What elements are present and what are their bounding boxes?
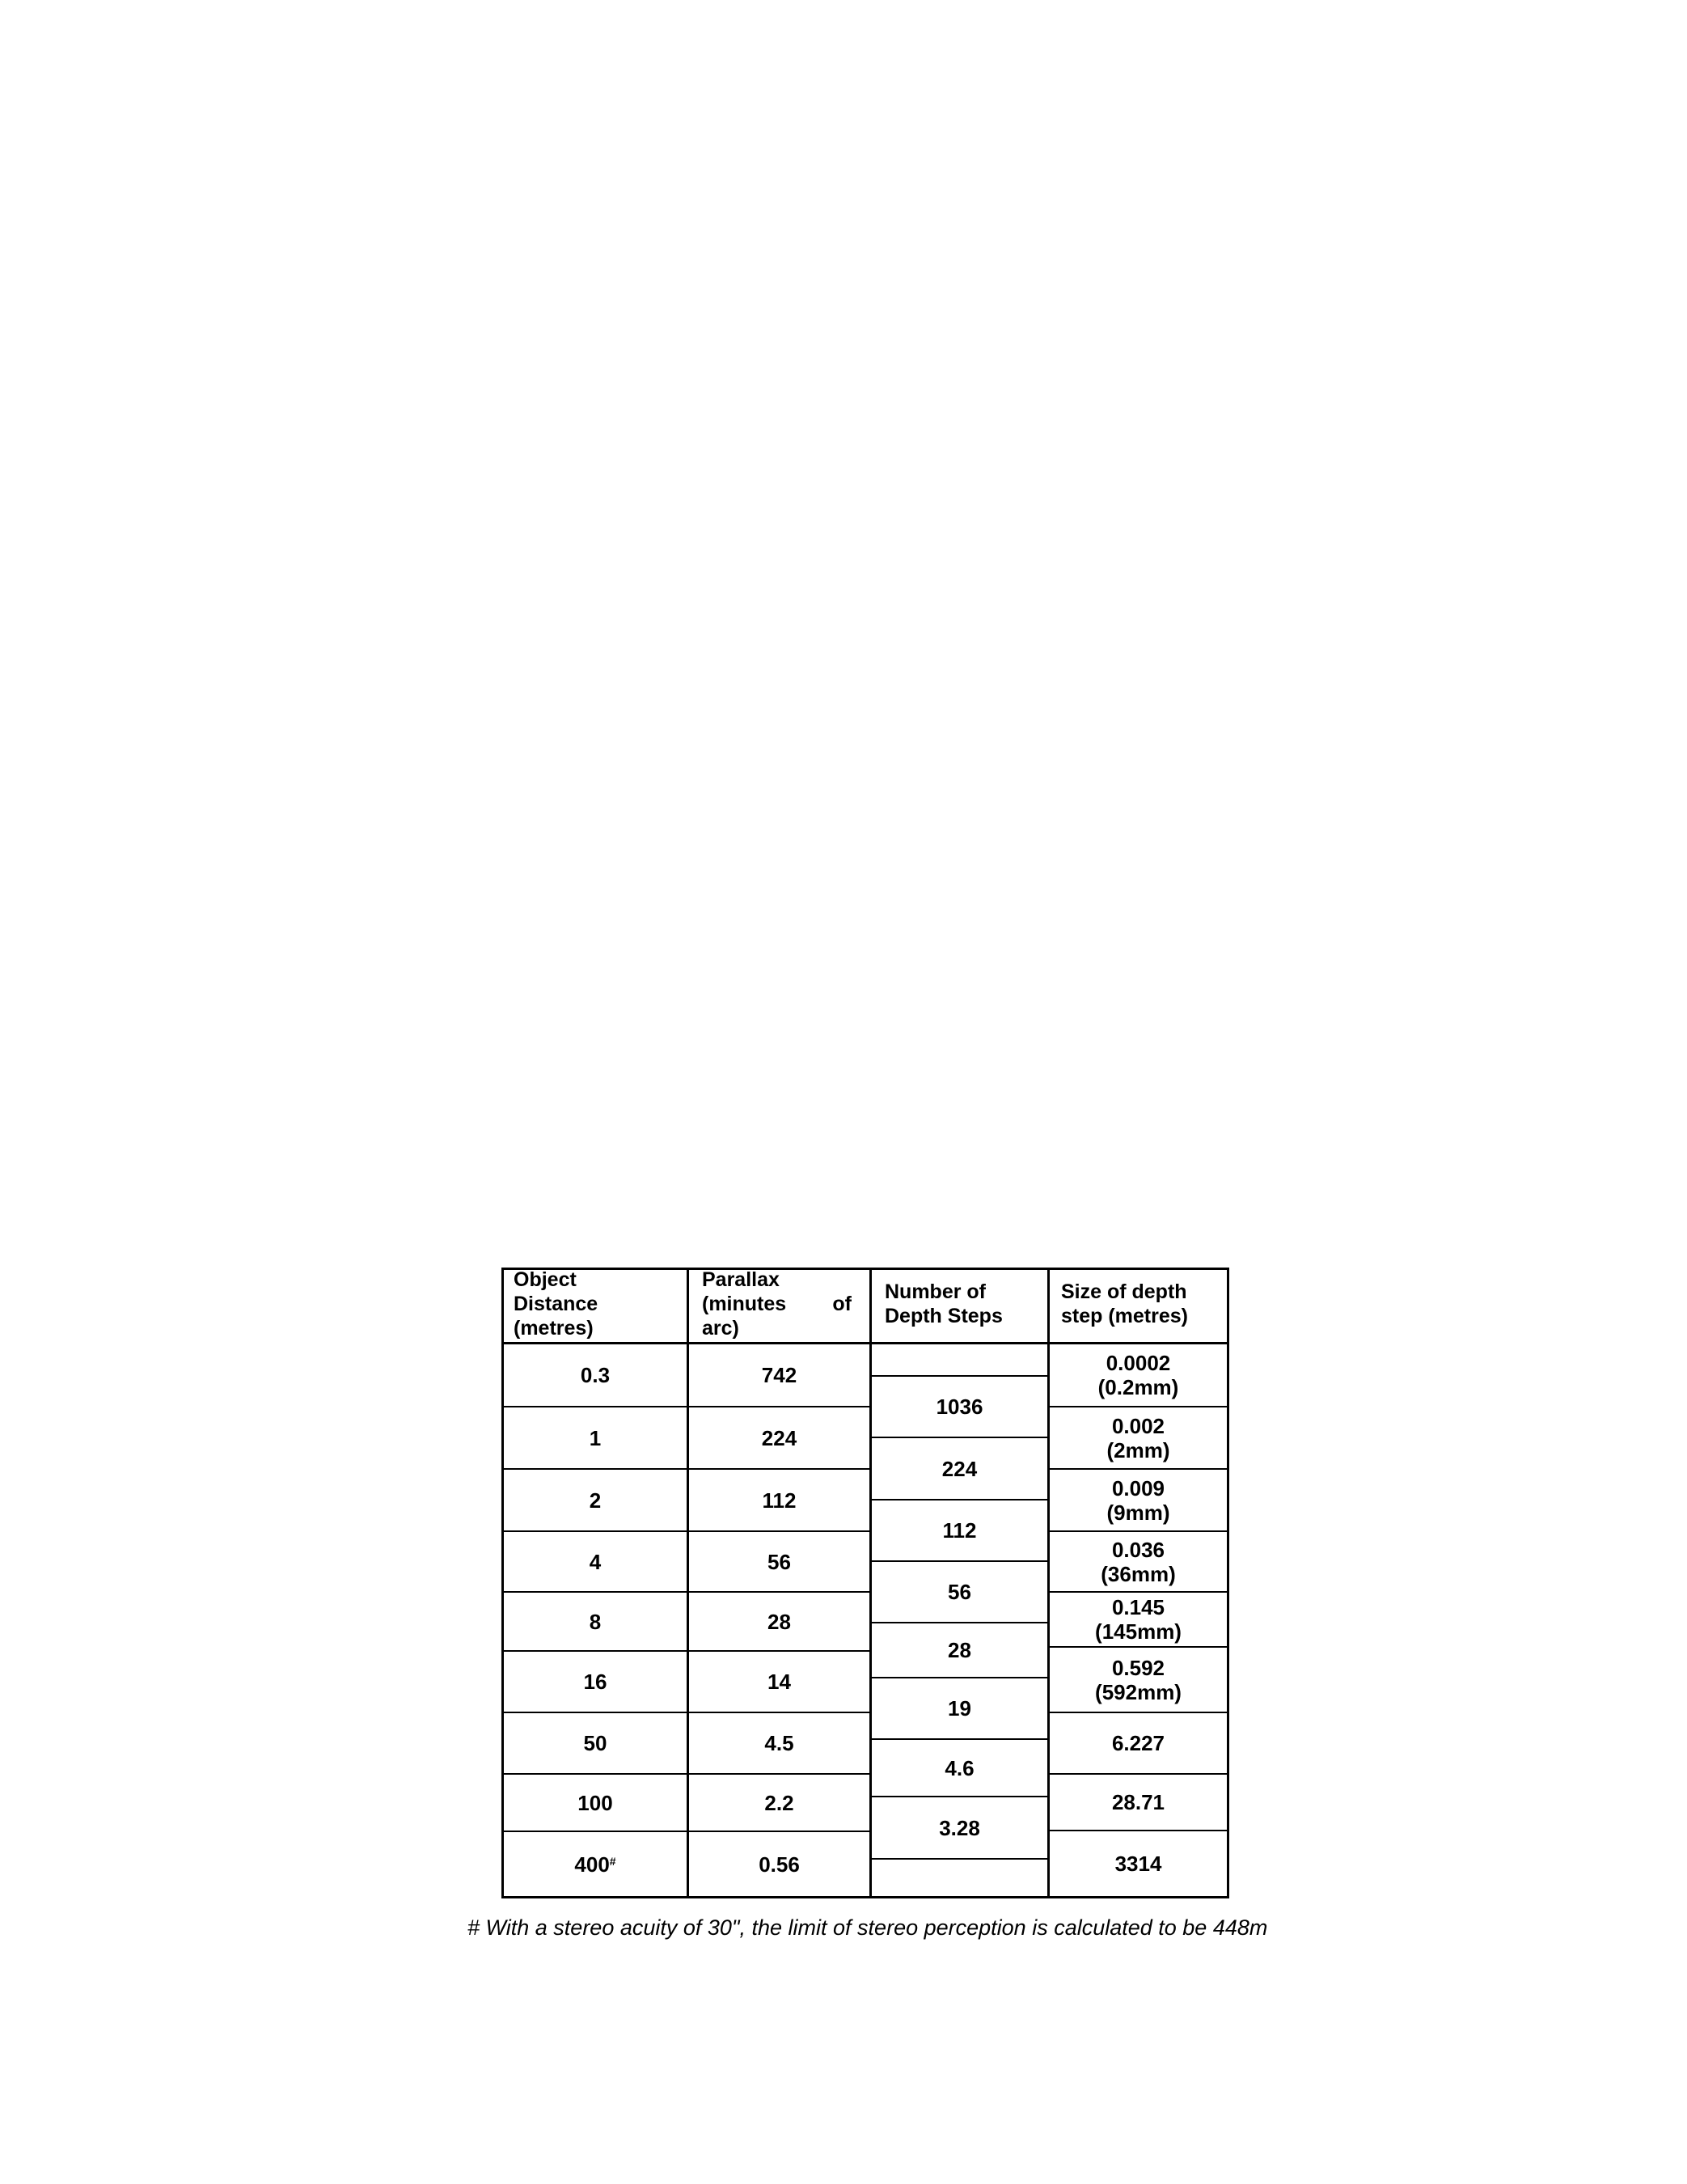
- object-distance-header-line: Distance: [514, 1293, 598, 1315]
- step-size-header-line: step (metres): [1061, 1305, 1188, 1327]
- step-size-value: 0.002: [1111, 1413, 1165, 1438]
- step-size-header: [1050, 1270, 1227, 1344]
- step-size-mm: (0.2mm): [1097, 1375, 1179, 1399]
- parallax-header: [689, 1270, 869, 1344]
- step-size-column: [1047, 1270, 1227, 1896]
- step-size-mm: (592mm): [1095, 1679, 1182, 1704]
- depth-steps-cell: 112: [872, 1500, 1047, 1562]
- step-size-mm: (145mm): [1095, 1619, 1182, 1644]
- depth-steps-cell: 28: [872, 1623, 1047, 1678]
- object-distance-cell: 4: [504, 1532, 687, 1593]
- object-distance-cell: 2: [504, 1470, 687, 1532]
- step-size-cell: [1050, 1648, 1227, 1713]
- footnote-marker: #: [609, 1854, 616, 1868]
- parallax-cell: 224: [689, 1407, 869, 1470]
- parallax-header-line: of: [832, 1293, 852, 1315]
- step-size-value: 0.009: [1111, 1475, 1165, 1500]
- depth-steps-cell: 3.28: [872, 1797, 1047, 1860]
- step-size-header-line: Size of depth: [1061, 1280, 1187, 1303]
- depth-steps-cell: 1036: [872, 1377, 1047, 1438]
- step-size-cell: [1050, 1344, 1227, 1407]
- step-size-cell: [1050, 1593, 1227, 1648]
- step-size-cell: [1050, 1407, 1227, 1470]
- object-distance-cell: 50: [504, 1713, 687, 1775]
- step-size-value: 0.145: [1111, 1595, 1165, 1619]
- depth-steps-header: [872, 1270, 1047, 1344]
- step-size-cell: 3314: [1114, 1852, 1162, 1876]
- step-size-value: 0.592: [1111, 1655, 1165, 1680]
- step-size-mm: (2mm): [1106, 1437, 1170, 1462]
- object-distance-cell: 0.3: [504, 1344, 687, 1407]
- step-size-value: 0.036: [1111, 1537, 1165, 1562]
- object-distance-header-line: (metres): [514, 1317, 594, 1340]
- object-distance-column: [504, 1270, 687, 1896]
- depth-steps-cell: 19: [872, 1678, 1047, 1740]
- parallax-cell: 2.2: [689, 1775, 869, 1832]
- parallax-header-line: Parallax: [702, 1268, 780, 1291]
- step-size-cell: 6.227: [1050, 1713, 1227, 1775]
- parallax-cell: 0.56: [759, 1852, 800, 1877]
- depth-steps-cell: 224: [872, 1438, 1047, 1500]
- step-size-cell: 28.71: [1050, 1775, 1227, 1831]
- parallax-cell: 56: [689, 1532, 869, 1593]
- object-distance-cell: 16: [504, 1652, 687, 1713]
- depth-steps-cell: 4.6: [872, 1740, 1047, 1797]
- depth-steps-header-line: Depth Steps: [885, 1305, 1003, 1327]
- step-size-cell: [1050, 1470, 1227, 1532]
- parallax-header-line: (minutes: [702, 1293, 787, 1315]
- step-size-mm: (36mm): [1101, 1561, 1176, 1586]
- parallax-column: [687, 1270, 869, 1896]
- depth-steps-header-line: Number of: [885, 1280, 986, 1303]
- parallax-header-line: arc): [702, 1317, 739, 1340]
- object-distance-cell: 1: [504, 1407, 687, 1470]
- parallax-cell: 4.5: [689, 1713, 869, 1775]
- object-distance-header: [504, 1270, 687, 1344]
- depth-steps-cell: 56: [872, 1562, 1047, 1623]
- table-footnote: # With a stereo acuity of 30", the limit of stereo perception is calculated to be 448m: [467, 1915, 1268, 1940]
- object-distance-value: 400: [574, 1852, 610, 1877]
- parallax-cell: 14: [689, 1652, 869, 1713]
- object-distance-cell: 100: [504, 1775, 687, 1832]
- parallax-cell: 742: [689, 1344, 869, 1407]
- object-distance-cell: 8: [504, 1593, 687, 1652]
- step-size-cell: [1050, 1532, 1227, 1593]
- parallax-cell: 28: [689, 1593, 869, 1652]
- depth-steps-column: [869, 1270, 1047, 1896]
- step-size-mm: (9mm): [1106, 1500, 1170, 1525]
- depth-steps-cell: [872, 1860, 1047, 1896]
- step-size-value: 0.0002: [1106, 1351, 1171, 1375]
- object-distance-cell: [504, 1832, 687, 1896]
- depth-steps-cell: [872, 1344, 1047, 1377]
- parallax-cell: 112: [689, 1470, 869, 1532]
- object-distance-header-line: Object: [514, 1268, 577, 1291]
- depth-steps-table: [501, 1268, 1229, 1898]
